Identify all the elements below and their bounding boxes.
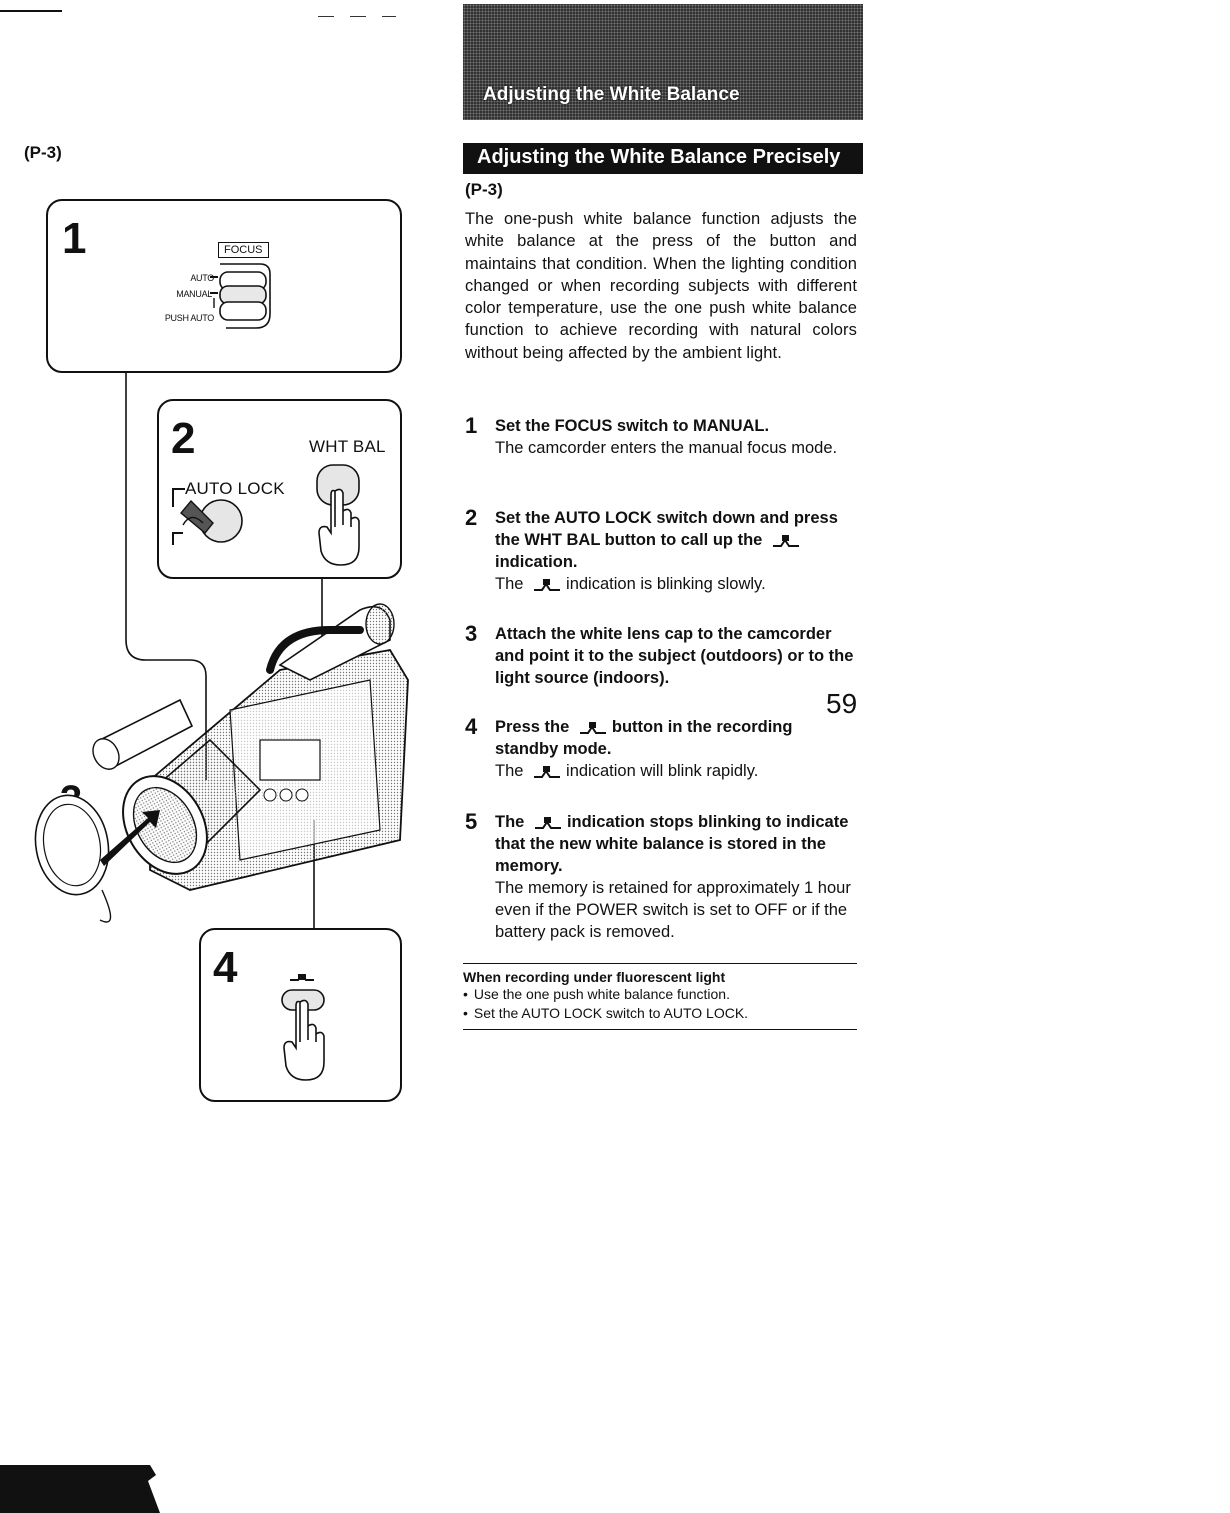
step-number: 5 (465, 809, 478, 834)
focus-switch-icon (208, 256, 298, 336)
step-detail-end: indication will blink rapidly. (566, 762, 759, 780)
note-heading: When recording under fluorescent light (463, 969, 726, 985)
step-detail: The (495, 575, 524, 593)
focus-label: FOCUS (218, 242, 269, 258)
note-top-rule (463, 963, 857, 964)
camcorder-illustration (30, 590, 420, 935)
step-instruction-end: indication stops blinking to indicate that the new white balance is stored in the memory. (495, 813, 849, 875)
step-number: 3 (465, 621, 478, 646)
white-balance-icon (578, 721, 608, 735)
switch-label-manual: MANUAL (176, 289, 212, 299)
step-instruction: The (495, 813, 525, 831)
step-instruction: Set the FOCUS switch to MANUAL. (495, 417, 770, 435)
step1-panel (46, 199, 402, 373)
step-instruction: Set the AUTO LOCK switch down and press the WHT BAL button to call up the (495, 509, 838, 549)
step-4 (465, 716, 857, 782)
section-title-bar (463, 143, 863, 174)
chapter-banner (463, 4, 863, 120)
switch-label-push-auto: PUSH AUTO (164, 313, 214, 323)
auto-lock-switch-icon (165, 481, 265, 561)
step-number: 1 (465, 413, 478, 438)
hand-press-icon (309, 461, 379, 571)
banner-title: Adjusting the White Balance (483, 84, 740, 105)
step-1 (465, 415, 857, 459)
section-tag: (P-3) (465, 180, 503, 199)
note-bottom-rule (463, 1029, 857, 1030)
auto-lock-label: AUTO LOCK (185, 479, 285, 498)
section-title: Adjusting the White Balance Precisely (477, 146, 841, 168)
step-number: 2 (465, 505, 478, 530)
step-instruction: Press the (495, 718, 570, 736)
white-balance-icon (290, 974, 314, 980)
step-detail-end: indication is blinking slowly. (566, 575, 766, 593)
step-3 (465, 623, 857, 689)
note-item: • Use the one push white balance function. (463, 985, 857, 1004)
corner-scan-mark (0, 1465, 160, 1513)
white-balance-icon (532, 765, 562, 779)
step-detail: The (495, 762, 524, 780)
step-detail: The memory is retained for approximately 1 hour even if the POWER switch is set to OFF or if the battery pack is removed. (495, 879, 851, 941)
step2-panel (157, 399, 402, 579)
step2-number: 2 (171, 414, 196, 463)
step-number: 4 (465, 714, 478, 739)
step-detail: The camcorder enters the manual focus mode. (495, 439, 838, 457)
step-2 (465, 507, 857, 595)
page-tag: (P-3) (24, 143, 62, 162)
switch-label-auto: AUTO (190, 273, 214, 283)
step-instruction: Attach the white lens cap to the camcorder and point it to the subject (outdoors) or to the light source (indoors). (495, 625, 854, 687)
page-number: 59 (826, 688, 858, 719)
step-instruction-end: indication. (495, 553, 578, 571)
step1-number: 1 (62, 214, 87, 263)
white-balance-icon (533, 816, 563, 830)
hand-press-icon (276, 970, 346, 1090)
note-item: • Set the AUTO LOCK switch to AUTO LOCK. (463, 1004, 857, 1023)
fluorescent-note (463, 963, 857, 1030)
intro-paragraph: The one-push white balance function adjusts the white balance at the press of the button and maintains that condition. When the lighting condition changed or when recording subjects with different color temperature, use the one push white balance function to achieve recording with natural colors without being affected by the ambient light. (465, 210, 857, 362)
step-5 (465, 811, 857, 943)
white-balance-icon (532, 578, 562, 592)
step4-panel (199, 928, 402, 1102)
step4-number: 4 (213, 943, 238, 992)
wht-bal-label: WHT BAL (309, 437, 386, 456)
step-instruction-end: button in the recording standby mode. (495, 718, 793, 758)
white-balance-icon (771, 534, 801, 548)
